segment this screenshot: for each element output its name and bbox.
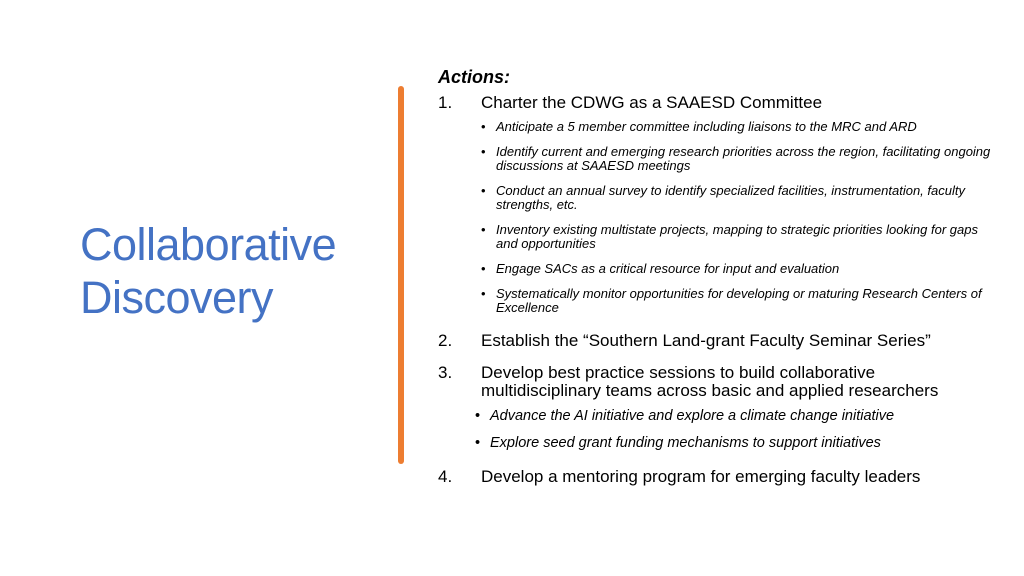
sub-bullet: • Anticipate a 5 member committee including liaisons to the MRC and ARD [481,119,917,134]
sub-bullet-list [475,408,998,451]
action-number: 1. [438,93,453,112]
sub-bullet-list [481,120,998,315]
slide-title [80,218,336,324]
action-text: Establish the “Southern Land-grant Faculty Seminar Series” [481,331,931,350]
vertical-divider [398,86,404,464]
bullet-icon: • [481,286,486,301]
sub-bullet: • Advance the AI initiative and explore a climate change initiative [475,408,895,424]
slide-title-line-1: Collaborative [80,219,337,270]
sub-bullet: • Engage SACs as a critical resource for input and evaluation [481,261,840,276]
sub-bullet: • Explore seed grant funding mechanisms to support initiatives [475,435,881,451]
sub-bullet: • Identify current and emerging research priorities across the region, facilitating ongoing discussions at SAAESD meetings [481,144,991,173]
slide-title-line-2: Discovery [80,272,274,323]
bullet-icon: • [481,261,486,276]
action-item-4 [438,468,998,486]
action-text: Charter the CDWG as a SAAESD Committee [481,93,823,112]
sub-bullet: • Systematically monitor opportunities for developing or maturing Research Centers of Excellence [481,286,982,315]
bullet-icon: • [475,435,481,451]
bullet-icon: • [481,222,486,237]
actions-content [438,66,998,492]
bullet-icon: • [481,144,486,159]
action-item-2 [438,332,998,350]
actions-heading: Actions: [438,67,510,87]
action-number: 2. [438,331,453,350]
action-item-3 [438,364,998,462]
sub-bullet: • Conduct an annual survey to identify specialized facilities, instrumentation, faculty strengths, etc. [481,183,965,212]
bullet-icon: • [481,119,486,134]
action-number: 3. [438,363,453,382]
action-item-1 [438,94,998,326]
action-number: 4. [438,467,453,486]
bullet-icon: • [481,183,486,198]
bullet-icon: • [475,408,481,424]
sub-bullet: • Inventory existing multistate projects, mapping to strategic priorities looking for gaps and opportunities [481,222,978,251]
action-text: Develop a mentoring program for emerging faculty leaders [481,467,921,486]
action-text: Develop best practice sessions to build collaborative multidisciplinary teams across basic and applied researchers [481,363,939,400]
